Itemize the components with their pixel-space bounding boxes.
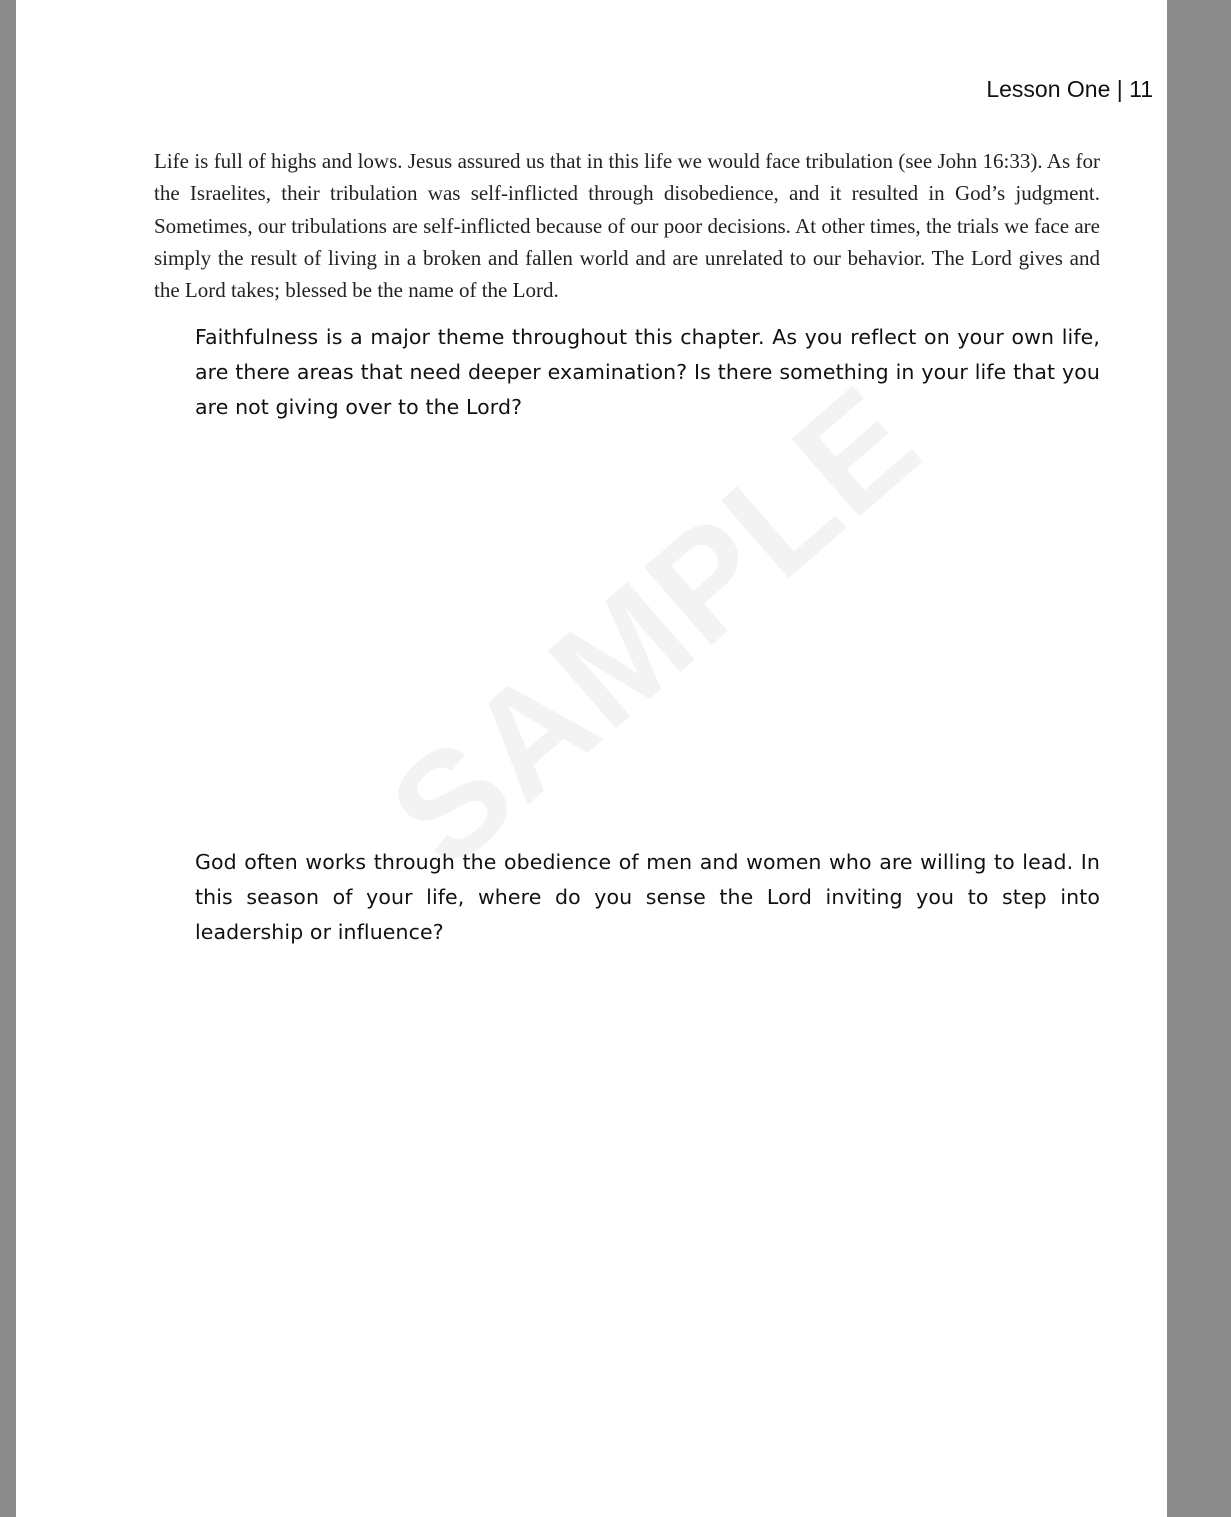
body-paragraph: Life is full of highs and lows. Jesus assured us that in this life we would face tribulation (see John 16:33). As for the Israelites, their tribulation was self-inflicted through disobedience, and it resulted in God’s judgment. Sometimes, our tribulations are self-inflicted because of our poor decisions. At other times, the trials we face are simply the result of living in a broken and fallen world and are unrelated to our behavior. The Lord gives and the Lord takes; blessed be the name of the Lord. bbox=[154, 149, 1100, 303]
answer-space-1 bbox=[195, 430, 1100, 830]
reflection-question-2: God often works through the obedience of men and women who are willing to lead. In this season of your life, where do you sense the Lord inviting you to step into leadership or influence? bbox=[195, 850, 1100, 944]
document-page bbox=[16, 0, 1167, 1517]
answer-space-2 bbox=[195, 955, 1100, 1475]
page-header: Lesson One | 11 bbox=[986, 76, 1153, 102]
reflection-question-1: Faithfulness is a major theme throughout this chapter. As you reflect on your own life, are there areas that need deeper examination? Is there something in your life that you are not giving over to the Lord? bbox=[195, 325, 1100, 419]
